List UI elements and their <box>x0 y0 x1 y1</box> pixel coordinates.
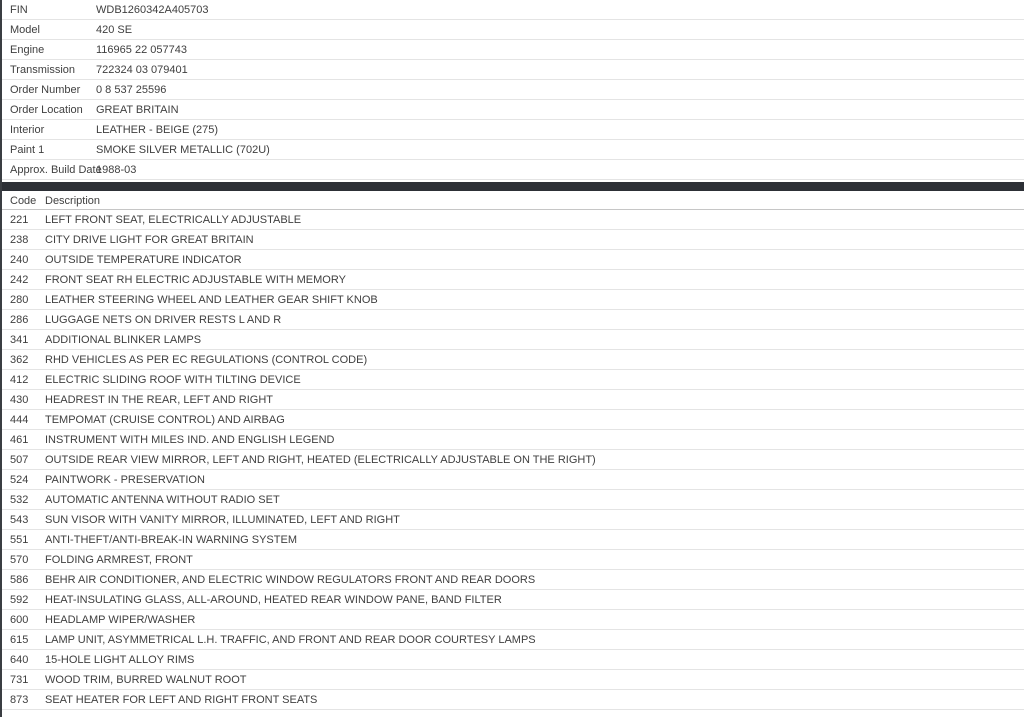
option-code: 341 <box>10 333 29 346</box>
option-code: 412 <box>10 373 29 386</box>
vehicle-info-label: FIN <box>10 3 28 16</box>
vehicle-info-table <box>0 0 1024 180</box>
option-description: CITY DRIVE LIGHT FOR GREAT BRITAIN <box>45 233 254 246</box>
option-description: LEFT FRONT SEAT, ELECTRICALLY ADJUSTABLE <box>45 213 302 226</box>
option-code-row <box>0 370 1024 390</box>
option-description: INSTRUMENT WITH MILES IND. AND ENGLISH LEGEND <box>45 433 335 446</box>
vehicle-info-label: Order Location <box>10 103 83 116</box>
option-code: 570 <box>10 553 29 566</box>
option-code-row <box>0 530 1024 550</box>
vehicle-info-row <box>0 120 1024 140</box>
option-code-row <box>0 350 1024 370</box>
option-description: OUTSIDE REAR VIEW MIRROR, LEFT AND RIGHT, HEATED (ELECTRICALLY ADJUSTABLE ON THE RIGHT) <box>45 453 596 466</box>
vehicle-info-row <box>0 100 1024 120</box>
vehicle-info-label: Interior <box>10 123 45 136</box>
vehicle-info-label: Order Number <box>10 83 81 96</box>
option-codes-header-row <box>0 192 1024 210</box>
option-code: 600 <box>10 613 29 626</box>
vehicle-info-value: 116965 22 057743 <box>96 43 187 56</box>
option-description: PAINTWORK - PRESERVATION <box>45 473 205 486</box>
option-description: FRONT SEAT RH ELECTRIC ADJUSTABLE WITH MEMORY <box>45 273 346 286</box>
option-code: 507 <box>10 453 29 466</box>
option-description: 15-HOLE LIGHT ALLOY RIMS <box>45 653 195 666</box>
option-code-row <box>0 290 1024 310</box>
option-code-row <box>0 570 1024 590</box>
option-code: 362 <box>10 353 29 366</box>
vehicle-info-value: 722324 03 079401 <box>96 63 188 76</box>
vehicle-info-label: Engine <box>10 43 45 56</box>
option-description: HEAT-INSULATING GLASS, ALL-AROUND, HEATED REAR WINDOW PANE, BAND FILTER <box>45 593 502 606</box>
option-code: 551 <box>10 533 29 546</box>
vehicle-info-label: Transmission <box>10 63 75 76</box>
option-code: 286 <box>10 313 29 326</box>
option-description: LUGGAGE NETS ON DRIVER RESTS L AND R <box>45 313 282 326</box>
option-code-row <box>0 230 1024 250</box>
vehicle-info-row <box>0 40 1024 60</box>
option-code-row <box>0 670 1024 690</box>
option-description: TEMPOMAT (CRUISE CONTROL) AND AIRBAG <box>45 413 285 426</box>
option-code-row <box>0 690 1024 710</box>
option-description: RHD VEHICLES AS PER EC REGULATIONS (CONTROL CODE) <box>45 353 368 366</box>
option-code-row <box>0 590 1024 610</box>
vehicle-info-row <box>0 0 1024 20</box>
code-column-header: Code <box>10 194 37 207</box>
option-description: OUTSIDE TEMPERATURE INDICATOR <box>45 253 242 266</box>
option-code-row <box>0 390 1024 410</box>
vehicle-info-value: WDB1260342A405703 <box>96 3 209 16</box>
option-code: 430 <box>10 393 29 406</box>
vehicle-info-label: Paint 1 <box>10 143 45 156</box>
section-divider-bar <box>0 182 1024 191</box>
option-code: 280 <box>10 293 29 306</box>
option-code: 873 <box>10 693 29 706</box>
option-description: SEAT HEATER FOR LEFT AND RIGHT FRONT SEATS <box>45 693 318 706</box>
vehicle-info-label: Model <box>10 23 40 36</box>
option-code-row <box>0 310 1024 330</box>
option-code: 221 <box>10 213 29 226</box>
vehicle-info-value: GREAT BRITAIN <box>96 103 179 116</box>
vehicle-info-value: LEATHER - BEIGE (275) <box>96 123 219 136</box>
option-code-row <box>0 650 1024 670</box>
option-description: ANTI-THEFT/ANTI-BREAK-IN WARNING SYSTEM <box>45 533 297 546</box>
option-description: WOOD TRIM, BURRED WALNUT ROOT <box>45 673 247 686</box>
option-code-row <box>0 550 1024 570</box>
option-code: 543 <box>10 513 29 526</box>
description-column-header: Description <box>45 194 101 207</box>
option-code: 461 <box>10 433 29 446</box>
option-code-row <box>0 630 1024 650</box>
option-description: LAMP UNIT, ASYMMETRICAL L.H. TRAFFIC, AND FRONT AND REAR DOOR COURTESY LAMPS <box>45 633 536 646</box>
vehicle-info-row <box>0 80 1024 100</box>
option-code-row <box>0 250 1024 270</box>
vehicle-info-value: 0 8 537 25596 <box>96 83 167 96</box>
option-description: FOLDING ARMREST, FRONT <box>45 553 193 566</box>
vehicle-info-row <box>0 20 1024 40</box>
option-code: 240 <box>10 253 29 266</box>
option-description: ELECTRIC SLIDING ROOF WITH TILTING DEVICE <box>45 373 301 386</box>
option-code-row <box>0 270 1024 290</box>
option-code: 524 <box>10 473 29 486</box>
option-code-row <box>0 450 1024 470</box>
vehicle-info-row <box>0 160 1024 180</box>
option-description: AUTOMATIC ANTENNA WITHOUT RADIO SET <box>45 493 280 506</box>
option-code: 242 <box>10 273 29 286</box>
vehicle-info-value: 420 SE <box>96 23 133 36</box>
option-description: HEADLAMP WIPER/WASHER <box>45 613 196 626</box>
option-code: 238 <box>10 233 29 246</box>
left-accent-border <box>0 0 2 717</box>
option-code: 640 <box>10 653 29 666</box>
option-code-row <box>0 510 1024 530</box>
vehicle-info-row <box>0 140 1024 160</box>
option-code: 532 <box>10 493 29 506</box>
option-codes-table <box>0 192 1024 710</box>
option-description: LEATHER STEERING WHEEL AND LEATHER GEAR SHIFT KNOB <box>45 293 378 306</box>
vehicle-info-value: 1988-03 <box>96 163 137 176</box>
option-description: HEADREST IN THE REAR, LEFT AND RIGHT <box>45 393 273 406</box>
vehicle-info-row <box>0 60 1024 80</box>
option-code: 586 <box>10 573 29 586</box>
option-code-row <box>0 330 1024 350</box>
option-code: 615 <box>10 633 29 646</box>
option-description: BEHR AIR CONDITIONER, AND ELECTRIC WINDOW REGULATORS FRONT AND REAR DOORS <box>45 573 536 586</box>
option-code-row <box>0 490 1024 510</box>
option-code-row <box>0 210 1024 230</box>
option-code-row <box>0 410 1024 430</box>
option-code-row <box>0 430 1024 450</box>
option-description: ADDITIONAL BLINKER LAMPS <box>45 333 202 346</box>
vehicle-info-label: Approx. Build Date <box>10 163 102 176</box>
option-code: 592 <box>10 593 29 606</box>
option-code-row <box>0 470 1024 490</box>
option-description: SUN VISOR WITH VANITY MIRROR, ILLUMINATED, LEFT AND RIGHT <box>45 513 400 526</box>
option-code-row <box>0 610 1024 630</box>
option-code: 731 <box>10 673 29 686</box>
vehicle-info-value: SMOKE SILVER METALLIC (702U) <box>96 143 270 156</box>
option-code: 444 <box>10 413 29 426</box>
